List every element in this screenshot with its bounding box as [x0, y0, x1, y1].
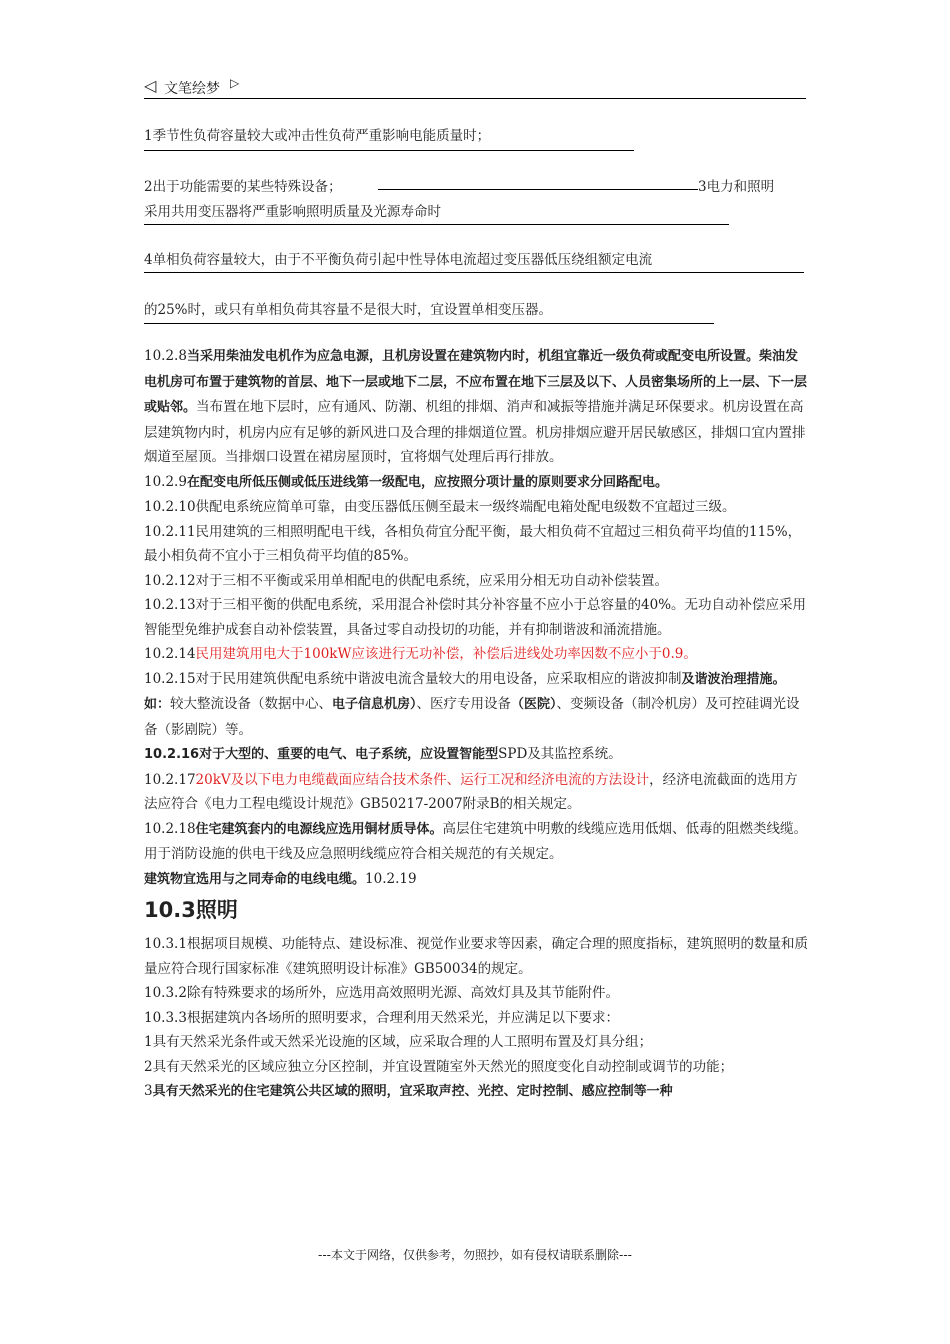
item-3a: 3电力和照明 — [698, 179, 775, 195]
triangle-left-icon: ◁ — [144, 76, 157, 95]
list-item-3: 3具有天然采光的住宅建筑公共区域的照明，宜采取声控、光控、定时控制、感应控制等一种 — [144, 1083, 673, 1099]
para-10-2-15: 10.2.15对于民用建筑供配电系统中谐波电流含量较大的用电设备，应采取相应的谐波抑制及谐波治理措施。如：较大整流设备（数据中心、电子信息机房）、医疗专用设备（医院）、变频设备（制冷机房）及可控硅调光设备（影剧院）等。 — [144, 670, 800, 738]
item-4a: 4单相负荷容量较大，由于不平衡负荷引起中性导体电流超过变压器低压绕组额定电流 — [144, 252, 653, 268]
triangle-right-icon: ▷ — [230, 76, 240, 90]
underline-3 — [144, 224, 729, 225]
item-1: 1季节性负荷容量较大或冲击性负荷严重影响电能质量时； — [144, 128, 491, 144]
page-header — [144, 74, 806, 99]
para-10-2-12: 10.2.12对于三相不平衡或采用单相配电的供配电系统，应采用分相无功自动补偿装置。 — [144, 572, 669, 589]
para-10-2-10: 10.2.10供配电系统应简单可靠，由变压器低压侧至最末一级终端配电箱处配电级数不宜超过三级。 — [144, 499, 736, 515]
section-heading: 10.3照明 — [144, 898, 238, 922]
underline-1 — [144, 150, 634, 151]
para-10-2-11: 10.2.11民用建筑的三相照明配电干线，各相负荷宜分配平衡，最大相负荷不宜超过三相负荷平均值的115%，最小相负荷不宜小于三相负荷平均值的85%。 — [144, 523, 802, 564]
item-2: 2出于功能需要的某些特殊设备； — [144, 179, 342, 195]
para-10-2-19: 建筑物宜选用与之同寿命的电线电缆。10.2.19 — [144, 870, 417, 887]
para-10-2-13: 10.2.13对于三相平衡的供配电系统，采用混合补偿时其分补容量不应小于总容量的40%。无功自动补偿应采用智能型免维护成套自动补偿装置，具备过零自动投切的功能，并有抑制谐波和涌流措施。 — [144, 597, 807, 638]
blank-line — [378, 189, 698, 190]
document-body — [144, 344, 808, 1105]
list-item-2: 2具有天然采光的区域应独立分区控制，并宜设置随室外天然光的照度变化自动控制或调节的功能； — [144, 1058, 734, 1075]
para-10-2-8: 10.2.8当采用柴油发电机作为应急电源，且机房设置在建筑物内时，机组宜靠近一级负荷或配变电所设置。柴油发电机房可布置于建筑物的首层、地下一层或地下二层，不应布置在地下三层及以下、人员密集场所的上一层、下一层或贴邻。当布置在地下层时，应有通风、防潮、机组的排烟、消声和减振等措施并满足环保要求。机房设置在高层建筑物内时，机房内应有足够的新风进口及合理的排烟道位置。机房排烟应避开居民敏感区，排烟口宜内置排烟道至屋顶。当排烟口设置在裙房屋顶时，宜将烟气处理后再行排放。 — [144, 348, 808, 465]
para-10-3-1: 10.3.1根据项目规模、功能特点、建设标准、视觉作业要求等因素，确定合理的照度指标，建筑照明的数量和质量应符合现行国家标准《建筑照明设计标准》GB50034的规定。 — [144, 936, 808, 977]
para-10-2-14: 10.2.14民用建筑用电大于100kW应该进行无功补偿，补偿后进线处功率因数不应小于0.9。 — [144, 646, 697, 662]
page-footer: ---本文于网络，仅供参考，勿照抄，如有侵权请联系删除--- — [318, 1248, 632, 1262]
header-title: 文笔绘梦 — [164, 81, 220, 97]
para-10-2-16: 10.2.16对于大型的、重要的电气、电子系统，应设置智能型SPD及其监控系统。 — [144, 746, 622, 762]
para-10-3-2: 10.3.2除有特殊要求的场所外，应选用高效照明光源、高效灯具及其节能附件。 — [144, 985, 619, 1001]
para-10-2-18: 10.2.18住宅建筑套内的电源线应选用铜材质导体。高层住宅建筑中明敷的线缆应选用低烟、低毒的阻燃类线缆。用于消防设施的供电干线及应急照明线缆应符合相关规范的有关规定。 — [144, 820, 808, 862]
para-10-2-9: 10.2.9在配变电所低压侧或低压进线第一级配电，应按照分项计量的原则要求分回路配电。 — [144, 473, 668, 490]
para-10-2-17: 10.2.1720kV及以下电力电缆截面应结合技术条件、运行工况和经济电流的方法设计，经济电流截面的选用方法应符合《电力工程电缆设计规范》GB50217-2007附录B的相关规定。 — [144, 771, 798, 812]
para-10-3-3: 10.3.3根据建筑内各场所的照明要求，合理利用天然采光，并应满足以下要求： — [144, 1009, 619, 1026]
underline-4b — [144, 323, 714, 324]
item-4b: 的25%时，或只有单相负荷其容量不是很大时，宜设置单相变压器。 — [144, 302, 553, 318]
item-3b: 采用共用变压器将严重影响照明质量及光源寿命时 — [144, 204, 441, 220]
list-item-1: 1具有天然采光条件或天然采光设施的区域，应采取合理的人工照明布置及灯具分组； — [144, 1034, 653, 1050]
underline-4a — [144, 272, 804, 273]
